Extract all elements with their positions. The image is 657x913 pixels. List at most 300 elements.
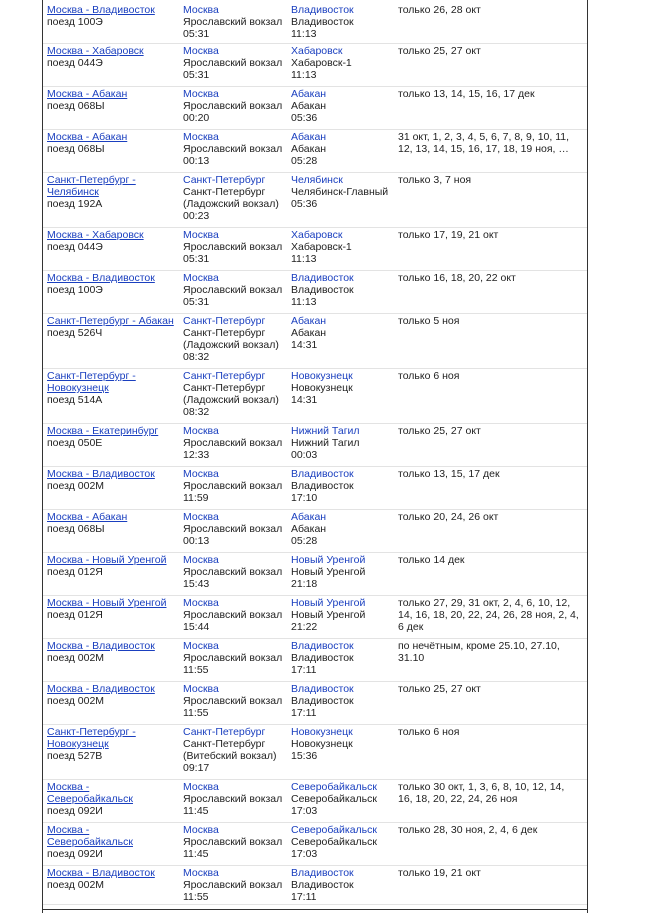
departure-city-link[interactable]: Москва	[183, 45, 219, 57]
departure-cell	[179, 554, 287, 595]
route-link[interactable]	[47, 597, 179, 609]
arrival-time: 14:31	[291, 339, 318, 351]
route-cell	[43, 229, 179, 270]
arrival-time: 17:03	[291, 805, 318, 817]
running-days: только 3, 7 ноя	[398, 174, 472, 186]
arrival-time: 17:11	[291, 891, 317, 903]
arrival-city-link[interactable]: Новокузнецк	[291, 370, 353, 382]
running-days-cell	[394, 88, 587, 129]
arrival-station: Абакан	[291, 100, 327, 112]
departure-cell	[179, 824, 287, 865]
departure-city-link[interactable]: Москва	[183, 640, 219, 652]
departure-time: 05:31	[183, 296, 210, 308]
route-link-text: Москва - Екатеринбург	[47, 425, 159, 437]
running-days-cell	[394, 174, 587, 227]
train-number: поезд 100Э	[47, 284, 103, 296]
arrival-city-link[interactable]: Владивосток	[291, 4, 354, 16]
schedule-row	[43, 725, 587, 780]
arrival-time: 05:28	[291, 155, 318, 167]
running-days: только 16, 18, 20, 22 окт	[398, 272, 516, 284]
departure-station: Ярославский вокзал	[183, 57, 283, 69]
route-link-text: Москва -	[47, 781, 90, 793]
schedule-row	[43, 467, 587, 510]
route-cell	[43, 468, 179, 509]
departure-city-link[interactable]: Москва	[183, 824, 219, 836]
route-link[interactable]	[47, 824, 179, 848]
train-number: поезд 012Я	[47, 566, 103, 578]
running-days: только 13, 15, 17 дек	[398, 468, 500, 480]
running-days: по нечётным, кроме 25.10, 27.10, 31.10	[398, 640, 560, 664]
departure-time: 15:44	[183, 621, 210, 633]
route-link-text: Москва - Владивосток	[47, 867, 155, 879]
train-number: поезд 050Е	[47, 437, 103, 449]
departure-station: Санкт-Петербург	[183, 382, 266, 394]
departure-station: Ярославский вокзал	[183, 836, 283, 848]
departure-time: 11:55	[183, 664, 209, 676]
train-number: поезд 514А	[47, 394, 103, 406]
arrival-time: 17:10	[291, 492, 318, 504]
running-days-cell	[394, 45, 587, 86]
route-cell	[43, 370, 179, 423]
running-days: только 25, 27 окт	[398, 683, 481, 695]
arrival-city-link[interactable]: Абакан	[291, 88, 327, 100]
departure-time: 00:20	[183, 112, 210, 124]
arrival-city-link[interactable]: Северобайкальск	[291, 781, 377, 793]
train-number: поезд 092И	[47, 805, 103, 817]
departure-cell	[179, 174, 287, 227]
arrival-city-link[interactable]: Абакан	[291, 511, 327, 523]
departure-station: Ярославский вокзал	[183, 609, 283, 621]
running-days-cell	[394, 370, 587, 423]
route-link-text: Москва - Новый Уренгой	[47, 554, 167, 566]
running-days-cell	[394, 511, 587, 552]
schedule-row	[43, 314, 587, 369]
arrival-time: 05:28	[291, 535, 318, 547]
departure-cell	[179, 45, 287, 86]
arrival-time: 15:36	[291, 750, 318, 762]
arrival-cell	[287, 468, 394, 509]
departure-city-link[interactable]: Москва	[183, 554, 219, 566]
train-number: поезд 068Ы	[47, 523, 105, 535]
train-number: поезд 002М	[47, 695, 105, 707]
departure-cell	[179, 131, 287, 172]
route-link[interactable]	[47, 174, 179, 198]
arrival-station: Владивосток	[291, 695, 354, 707]
route-link-text: Москва - Владивосток	[47, 640, 155, 652]
arrival-time: 05:36	[291, 112, 318, 124]
departure-station: (Витебский вокзал)	[183, 750, 277, 762]
departure-cell	[179, 781, 287, 822]
arrival-time: 11:13	[291, 69, 317, 81]
running-days-cell	[394, 468, 587, 509]
route-link[interactable]	[47, 511, 179, 523]
running-days: 31 окт, 1, 2, 3, 4, 5, 6, 7, 8, 9, 10, 11, 12, 13, 14, 15, 16, 17, 18, 19 ноя, …	[398, 131, 570, 155]
running-days: только 14 дек	[398, 554, 465, 566]
departure-city-link[interactable]: Санкт-Петербург	[183, 726, 266, 738]
running-days-cell	[394, 597, 587, 638]
departure-station: Ярославский вокзал	[183, 793, 283, 805]
arrival-time: 05:36	[291, 198, 318, 210]
running-days: только 28, 30 ноя, 2, 4, 6 дек	[398, 824, 538, 836]
route-link-text: Северобайкальск	[47, 793, 133, 805]
arrival-station: Владивосток	[291, 480, 354, 492]
running-days-cell	[394, 781, 587, 822]
schedule-row	[43, 3, 587, 44]
departure-time: 11:45	[183, 848, 209, 860]
departure-time: 11:55	[183, 891, 209, 903]
arrival-cell	[287, 511, 394, 552]
departure-time: 00:13	[183, 155, 210, 167]
arrival-city-link[interactable]: Хабаровск	[291, 229, 343, 241]
departure-city-link[interactable]: Москва	[183, 4, 219, 16]
running-days: только 5 ноя	[398, 315, 460, 327]
route-cell	[43, 425, 179, 466]
route-cell	[43, 640, 179, 681]
departure-city-link[interactable]: Москва	[183, 781, 219, 793]
arrival-station: Новый Уренгой	[291, 609, 366, 621]
arrival-time: 00:03	[291, 449, 318, 461]
departure-time: 05:31	[183, 28, 210, 40]
train-number: поезд 044Э	[47, 241, 103, 253]
running-days: только 30 окт, 1, 3, 6, 8, 10, 12, 14, 16, 18, 20, 22, 24, 26 ноя	[398, 781, 565, 805]
departure-time: 00:13	[183, 535, 210, 547]
departure-cell	[179, 726, 287, 779]
route-link[interactable]	[47, 45, 179, 57]
running-days: только 6 ноя	[398, 370, 460, 382]
departure-time: 09:17	[183, 762, 210, 774]
schedule-row	[43, 424, 587, 467]
route-cell	[43, 824, 179, 865]
departure-city-link[interactable]: Москва	[183, 88, 219, 100]
route-link-text: Москва - Абакан	[47, 511, 128, 523]
arrival-cell	[287, 867, 394, 904]
running-days: только 13, 14, 15, 16, 17 дек	[398, 88, 535, 100]
departure-city-link[interactable]: Санкт-Петербург	[183, 370, 266, 382]
departure-cell	[179, 315, 287, 368]
arrival-cell	[287, 315, 394, 368]
train-number: поезд 044Э	[47, 57, 103, 69]
route-link-text: Москва - Владивосток	[47, 683, 155, 695]
departure-cell	[179, 511, 287, 552]
departure-cell	[179, 867, 287, 904]
arrival-city-link[interactable]: Абакан	[291, 315, 327, 327]
departure-cell	[179, 4, 287, 43]
arrival-station: Новый Уренгой	[291, 566, 366, 578]
route-cell	[43, 272, 179, 313]
arrival-city-link[interactable]: Владивосток	[291, 867, 354, 879]
running-days-cell	[394, 726, 587, 779]
schedule-row	[43, 271, 587, 314]
departure-station: Санкт-Петербург	[183, 327, 266, 339]
departure-station: Ярославский вокзал	[183, 437, 283, 449]
arrival-time: 14:31	[291, 394, 318, 406]
departure-city-link[interactable]: Москва	[183, 683, 219, 695]
arrival-time: 11:13	[291, 296, 317, 308]
arrival-time: 21:18	[291, 578, 318, 590]
route-link[interactable]	[47, 640, 179, 652]
departure-time: 05:31	[183, 253, 210, 265]
schedule-row	[43, 866, 587, 905]
arrival-time: 21:22	[291, 621, 318, 633]
arrival-time: 17:03	[291, 848, 318, 860]
arrival-cell	[287, 640, 394, 681]
route-link[interactable]	[47, 131, 179, 143]
arrival-city-link[interactable]: Челябинск	[291, 174, 343, 186]
departure-station: Ярославский вокзал	[183, 523, 283, 535]
bottom-border	[42, 909, 588, 910]
arrival-station: Нижний Тагил	[291, 437, 360, 449]
schedule-row	[43, 682, 587, 725]
arrival-time: 17:11	[291, 707, 317, 719]
departure-city-link[interactable]: Москва	[183, 229, 219, 241]
route-cell	[43, 683, 179, 724]
route-link[interactable]	[47, 88, 179, 100]
arrival-station: Владивосток	[291, 652, 354, 664]
departure-cell	[179, 229, 287, 270]
arrival-station: Владивосток	[291, 284, 354, 296]
departure-cell	[179, 88, 287, 129]
route-link[interactable]	[47, 683, 179, 695]
arrival-city-link[interactable]: Северобайкальск	[291, 824, 377, 836]
schedule-row	[43, 228, 587, 271]
departure-station: Ярославский вокзал	[183, 566, 283, 578]
running-days: только 17, 19, 21 окт	[398, 229, 499, 241]
train-number: поезд 192А	[47, 198, 103, 210]
route-link[interactable]	[47, 229, 179, 241]
arrival-station: Новокузнецк	[291, 738, 353, 750]
route-link-text: Москва - Абакан	[47, 131, 128, 143]
arrival-city-link[interactable]: Новый Уренгой	[291, 597, 366, 609]
schedule-row	[43, 780, 587, 823]
route-link[interactable]	[47, 867, 179, 879]
route-cell	[43, 4, 179, 43]
arrival-station: Хабаровск-1	[291, 57, 352, 69]
running-days-cell	[394, 683, 587, 724]
route-link-text: Москва -	[47, 824, 90, 836]
route-cell	[43, 174, 179, 227]
departure-station: Ярославский вокзал	[183, 241, 283, 253]
arrival-cell	[287, 726, 394, 779]
departure-station: (Ладожский вокзал)	[183, 339, 279, 351]
arrival-station: Абакан	[291, 143, 327, 155]
departure-time: 00:23	[183, 210, 210, 222]
departure-cell	[179, 425, 287, 466]
arrival-station: Северобайкальск	[291, 836, 377, 848]
departure-cell	[179, 597, 287, 638]
arrival-city-link[interactable]: Владивосток	[291, 272, 354, 284]
running-days-cell	[394, 425, 587, 466]
route-link[interactable]	[47, 315, 179, 327]
right-border	[587, 0, 588, 913]
route-link[interactable]	[47, 726, 179, 750]
departure-station: Ярославский вокзал	[183, 652, 283, 664]
schedule-row	[43, 823, 587, 866]
departure-city-link[interactable]: Москва	[183, 131, 219, 143]
departure-station: Ярославский вокзал	[183, 879, 283, 891]
route-link[interactable]	[47, 370, 179, 394]
departure-city-link[interactable]: Москва	[183, 425, 219, 437]
route-cell	[43, 726, 179, 779]
schedule-row	[43, 553, 587, 596]
schedule-row	[43, 130, 587, 173]
route-link-text: Москва - Абакан	[47, 88, 128, 100]
arrival-cell	[287, 174, 394, 227]
arrival-cell	[287, 781, 394, 822]
departure-station: Ярославский вокзал	[183, 100, 283, 112]
arrival-time: 17:11	[291, 664, 317, 676]
train-number: поезд 002М	[47, 879, 105, 891]
schedule-row	[43, 596, 587, 639]
departure-time: 15:43	[183, 578, 210, 590]
arrival-cell	[287, 597, 394, 638]
route-link-text: Санкт-Петербург -	[47, 370, 136, 382]
route-link-text: Санкт-Петербург -	[47, 174, 136, 186]
departure-time: 05:31	[183, 69, 210, 81]
route-link[interactable]	[47, 425, 179, 437]
train-number: поезд 002М	[47, 480, 105, 492]
arrival-station: Абакан	[291, 523, 327, 535]
route-link-text: Москва - Хабаровск	[47, 45, 144, 57]
arrival-cell	[287, 554, 394, 595]
route-cell	[43, 88, 179, 129]
departure-cell	[179, 683, 287, 724]
departure-cell	[179, 468, 287, 509]
running-days: только 25, 27 окт	[398, 45, 481, 57]
route-link-text: Москва - Владивосток	[47, 4, 155, 16]
route-cell	[43, 131, 179, 172]
departure-time: 11:55	[183, 707, 209, 719]
running-days-cell	[394, 867, 587, 904]
running-days-cell	[394, 640, 587, 681]
route-cell	[43, 781, 179, 822]
schedule-row	[43, 173, 587, 228]
departure-time: 11:45	[183, 805, 209, 817]
arrival-cell	[287, 229, 394, 270]
running-days: только 20, 24, 26 окт	[398, 511, 499, 523]
route-link[interactable]	[47, 554, 179, 566]
arrival-city-link[interactable]: Новый Уренгой	[291, 554, 366, 566]
running-days: только 27, 29, 31 окт, 2, 4, 6, 10, 12, 14, 16, 18, 20, 22, 24, 26, 28 ноя, 2, 4, 6 дек	[398, 597, 579, 633]
departure-station: Ярославский вокзал	[183, 695, 283, 707]
train-number: поезд 012Я	[47, 609, 103, 621]
departure-city-link[interactable]: Москва	[183, 468, 219, 480]
departure-time: 12:33	[183, 449, 210, 461]
running-days: только 25, 27 окт	[398, 425, 481, 437]
running-days: только 26, 28 окт	[398, 4, 481, 16]
arrival-city-link[interactable]: Нижний Тагил	[291, 425, 360, 437]
departure-station: Санкт-Петербург	[183, 738, 266, 750]
running-days-cell	[394, 4, 587, 43]
running-days-cell	[394, 272, 587, 313]
departure-time: 08:32	[183, 406, 210, 418]
schedule-row	[43, 87, 587, 130]
arrival-city-link[interactable]: Абакан	[291, 131, 327, 143]
train-number: поезд 527В	[47, 750, 103, 762]
arrival-cell	[287, 683, 394, 724]
departure-station: Ярославский вокзал	[183, 16, 283, 28]
arrival-cell	[287, 88, 394, 129]
train-schedule-table	[43, 3, 587, 905]
arrival-city-link[interactable]: Новокузнецк	[291, 726, 353, 738]
arrival-cell	[287, 370, 394, 423]
running-days: только 6 ноя	[398, 726, 460, 738]
arrival-city-link[interactable]: Хабаровск	[291, 45, 343, 57]
route-cell	[43, 45, 179, 86]
running-days-cell	[394, 131, 587, 172]
route-link-text: Санкт-Петербург - Абакан	[47, 315, 174, 327]
route-link[interactable]	[47, 781, 179, 805]
arrival-cell	[287, 824, 394, 865]
arrival-cell	[287, 45, 394, 86]
departure-city-link[interactable]: Санкт-Петербург	[183, 174, 266, 186]
running-days-cell	[394, 315, 587, 368]
departure-city-link[interactable]: Москва	[183, 511, 219, 523]
route-link-text: Северобайкальск	[47, 836, 133, 848]
arrival-station: Владивосток	[291, 16, 354, 28]
route-link-text: Москва - Владивосток	[47, 468, 155, 480]
arrival-station: Новокузнецк	[291, 382, 353, 394]
departure-city-link[interactable]: Москва	[183, 597, 219, 609]
route-link-text: Москва - Новый Уренгой	[47, 597, 167, 609]
arrival-cell	[287, 4, 394, 43]
running-days-cell	[394, 554, 587, 595]
route-link-text: Москва - Хабаровск	[47, 229, 144, 241]
schedule-row	[43, 639, 587, 682]
arrival-station: Северобайкальск	[291, 793, 377, 805]
departure-station: Ярославский вокзал	[183, 480, 283, 492]
route-link-text: Москва - Владивосток	[47, 272, 155, 284]
running-days-cell	[394, 824, 587, 865]
train-number: поезд 068Ы	[47, 143, 105, 155]
schedule-row	[43, 369, 587, 424]
route-link[interactable]	[47, 272, 179, 284]
arrival-station: Владивосток	[291, 879, 354, 891]
departure-city-link[interactable]: Санкт-Петербург	[183, 315, 266, 327]
arrival-time: 11:13	[291, 253, 317, 265]
arrival-city-link[interactable]: Владивосток	[291, 468, 354, 480]
schedule-row	[43, 510, 587, 553]
arrival-cell	[287, 425, 394, 466]
departure-time: 11:59	[183, 492, 209, 504]
route-cell	[43, 315, 179, 368]
route-link-text: Новокузнецк	[47, 382, 109, 394]
route-link[interactable]	[47, 468, 179, 480]
route-link-text: Новокузнецк	[47, 738, 109, 750]
train-number: поезд 068Ы	[47, 100, 105, 112]
departure-city-link[interactable]: Москва	[183, 867, 219, 879]
departure-cell	[179, 640, 287, 681]
departure-station: Ярославский вокзал	[183, 143, 283, 155]
route-cell	[43, 511, 179, 552]
train-number: поезд 526Ч	[47, 327, 103, 339]
departure-station: Ярославский вокзал	[183, 284, 283, 296]
arrival-cell	[287, 272, 394, 313]
departure-cell	[179, 370, 287, 423]
departure-cell	[179, 272, 287, 313]
arrival-cell	[287, 131, 394, 172]
route-link[interactable]	[47, 4, 179, 16]
departure-station: (Ладожский вокзал)	[183, 394, 279, 406]
schedule-row	[43, 44, 587, 87]
running-days: только 19, 21 окт	[398, 867, 481, 879]
train-number: поезд 092И	[47, 848, 103, 860]
departure-city-link[interactable]: Москва	[183, 272, 219, 284]
arrival-city-link[interactable]: Владивосток	[291, 640, 354, 652]
route-cell	[43, 554, 179, 595]
arrival-city-link[interactable]: Владивосток	[291, 683, 354, 695]
train-number: поезд 002М	[47, 652, 105, 664]
arrival-station: Челябинск-Главный	[291, 186, 389, 198]
